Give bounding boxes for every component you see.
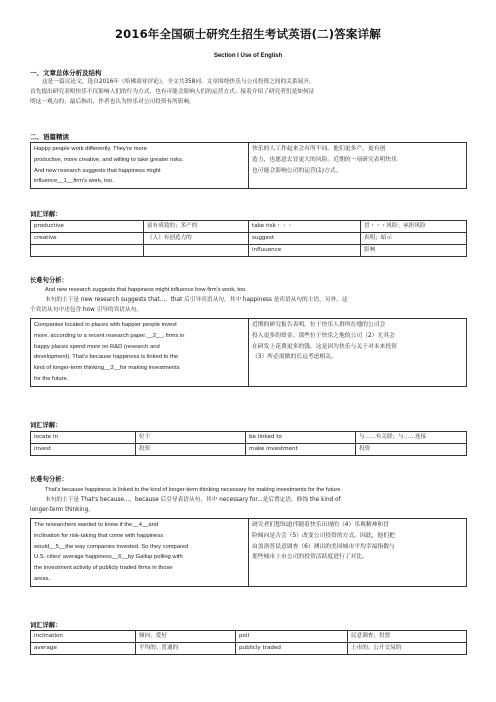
passage-chinese-3 <box>249 519 467 587</box>
en-line: development). That's because happiness is linked to the <box>34 354 179 361</box>
vocab-table-2 <box>30 431 467 456</box>
analysis-heading-2: 长难句分析： <box>30 476 68 483</box>
cn-line: 那些城市上市公司的投资活跃度进行了对比。 <box>252 554 368 561</box>
vocab-meaning: 投资 <box>356 444 467 456</box>
vocab-word: influuence <box>249 245 361 257</box>
vocab-table-1 <box>30 220 467 257</box>
cn-line: 近期的研究报告表明，位于快乐人群所在地的公司会 <box>252 322 386 328</box>
vocab-heading-3: 词汇详解： <box>30 622 62 629</box>
passage-block-2 <box>30 318 467 387</box>
vocab-meaning: 平均的；普通的 <box>136 643 236 655</box>
vocab-word: be linked to <box>246 432 356 444</box>
vocab-meaning: 位于 <box>136 432 246 444</box>
table-row <box>31 631 467 643</box>
vocab-meaning: 民意调查；投票 <box>348 631 467 643</box>
part2-heading: 二、语篇精读 <box>30 133 69 141</box>
cn-line: 快乐的人工作起来会有所不同。他们更多产，更有创 <box>252 146 386 152</box>
en-line: kind of longer-term thinking__3__for making investments <box>34 365 180 372</box>
table-row <box>31 432 467 444</box>
en-line: inclination for risk-taking that come with happiness <box>34 532 164 539</box>
analysis-explain-2b: longer-term thinking。 <box>30 507 94 513</box>
table-row <box>31 221 467 233</box>
analysis-explain-1b: 个宾语从句中还包含 how 引导的宾语从句。 <box>30 307 143 313</box>
en-line: U.S. cities' average happiness__6__by Gallup polling with <box>34 554 183 561</box>
passage-english-3 <box>31 519 249 587</box>
cn-line: 在研发上花费更多的钱。这是因为快乐与关于对未来投资 <box>252 343 397 350</box>
vocab-heading-1: 词汇详解： <box>30 211 62 218</box>
vocab-word: inclination <box>31 631 136 643</box>
vocab-word: publicly traded <box>236 643 348 655</box>
en-line: areas. <box>34 575 51 582</box>
vocab-word <box>31 245 144 257</box>
passage-chinese-2 <box>249 319 467 387</box>
analysis-sentence-1: And new research suggests that happiness might influence how firm's work, too. <box>45 287 247 293</box>
vocab-meaning: 表明；暗示 <box>361 233 467 245</box>
en-line: And new research suggests that happiness might <box>34 167 161 174</box>
part1-line1: 这是一篇议论文，选自2016年《哈佛商业评论》，全文共358词。文章围绕快乐与公司投资之间的关系展开。 <box>42 79 315 85</box>
cn-line: 投入更多的资金。那些位于快乐之地的公司（2）尤其会 <box>252 332 395 339</box>
en-line: productive, more creative, and willing to take greater risks. <box>34 156 184 163</box>
passage-english-1 <box>31 143 249 189</box>
table-row <box>31 245 467 257</box>
en-line: influence__1__firm's work, too. <box>34 178 114 185</box>
table-row <box>31 233 467 245</box>
analysis-heading-1: 长难句分析： <box>30 277 68 284</box>
passage-block-3 <box>30 518 467 587</box>
vocab-word: creative <box>31 233 144 245</box>
vocab-meaning: 冒・・・风险；承担风险 <box>361 221 467 233</box>
vocab-word: average <box>31 643 136 655</box>
passage-block-1 <box>30 142 467 189</box>
cn-line: 由盖洛普民意调查（6）测出的美国城市平均幸福指数与 <box>252 543 395 550</box>
vocab-meaning: 富有成效的；多产的 <box>144 221 249 233</box>
section-title: Section I Use of English <box>213 53 283 59</box>
en-line: The researchers wanted to know if the__4__and <box>34 522 159 528</box>
vocab-meaning: 上市的；公开交易的 <box>348 643 467 655</box>
vocab-meaning: 影响 <box>361 245 467 257</box>
table-row <box>31 444 467 456</box>
en-line: more, according to a recent research paper.__2__, firms in <box>34 332 185 339</box>
cn-line: 也可能会影响公司的运营(1)方式。 <box>252 167 342 174</box>
vocab-word: take risk・・・ <box>249 221 361 233</box>
en-line: happy places spend more on R&D (research and <box>34 343 160 350</box>
vocab-meaning <box>144 245 249 257</box>
part1-line2: 首先提出研究表明快乐不仅影响人们的行为方式，也有可能会影响人们的运营方式；接着介绍了研究者们是如何证 <box>30 89 315 95</box>
analysis-explain-2a: 本句的主干是 That's because...，because 后引导表语从句，其中 necessary for...是后置定语，修饰 the kind of <box>45 497 341 503</box>
analysis-explain-1a: 本句的主干是 new research suggests that...，that 后引导宾语从句，其中 happiness 是宾语从句的主语，另外，这 <box>45 297 348 303</box>
vocab-word: productive <box>31 221 144 233</box>
en-line: the investment activity of publicly traded firms in those <box>34 565 173 572</box>
en-line: would__5__the way companies invested. So they compared <box>34 543 189 550</box>
cn-line: 研究者们想知道伴随着快乐出现的（4）乐观精神和冒 <box>252 522 390 528</box>
vocab-meaning: 投资 <box>136 444 246 456</box>
table-row <box>31 643 467 655</box>
vocab-table-3 <box>30 630 467 655</box>
cn-line: 造力，也愿意去冒更大的风险。近期的一项研究表明快乐 <box>252 156 397 163</box>
part1-heading: 一、文章总体分析及结构 <box>30 69 102 77</box>
en-line: Companies located in places with happier people invest <box>34 322 177 328</box>
vocab-meaning: （人）有创造力的 <box>144 233 249 245</box>
en-line: for the future. <box>34 375 69 382</box>
cn-line: （3）所必需做的长远考虑相关。 <box>252 354 337 361</box>
passage-english-2 <box>31 319 249 387</box>
document-title: 2016年全国硕士研究生招生考试英语(二)答案详解 <box>114 27 382 41</box>
vocab-word: make investment <box>246 444 356 456</box>
cn-line: 险倾向是否会（5）改变公司投资的方式。因此，他们把 <box>252 532 395 539</box>
vocab-heading-2: 词汇详解： <box>30 422 62 429</box>
vocab-meaning: 倾向，爱好 <box>136 631 236 643</box>
vocab-meaning: 与……有关联；与……连接 <box>356 432 467 444</box>
vocab-word: suggest <box>249 233 361 245</box>
part1-line3: 明这一观点的；最后指出，作者也认为快乐对公司投资有所影响。 <box>30 99 195 105</box>
vocab-word: poll <box>236 631 348 643</box>
analysis-sentence-2: That's because happiness is linked to the kind of longer-term thinking necessary for making investments for the future. <box>45 487 342 493</box>
passage-chinese-1 <box>249 143 467 189</box>
vocab-word: locate in <box>31 432 136 444</box>
en-line: Happy people work differently. They're more <box>34 146 147 152</box>
vocab-word: invest <box>31 444 136 456</box>
